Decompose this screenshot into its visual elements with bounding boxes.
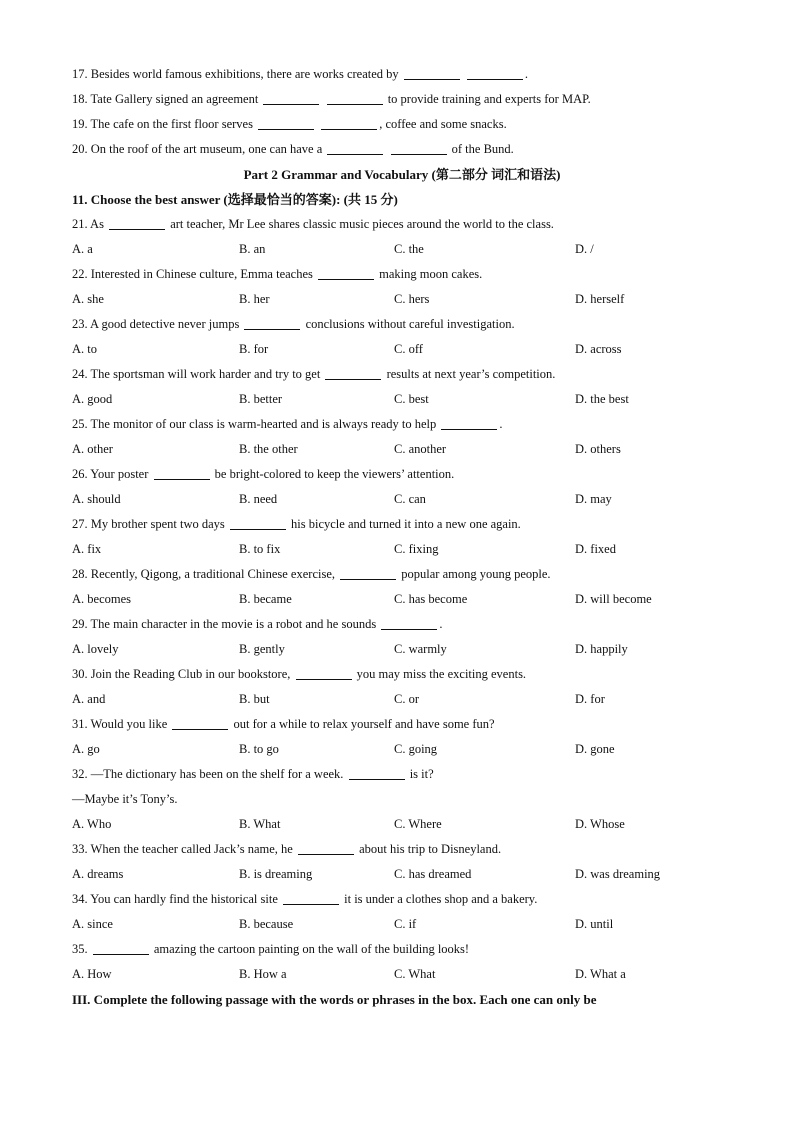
question-text: 24. The sportsman will work harder and try to get: [72, 367, 321, 381]
answer-blank[interactable]: [154, 465, 210, 480]
dialogue-reply: —Maybe it’s Tony’s.: [72, 792, 178, 806]
question-text-tail: .: [439, 617, 443, 631]
question-text: 27. My brother spent two days: [72, 517, 225, 531]
exam-page: [72, 62, 732, 1012]
option-b[interactable]: B. better: [239, 392, 283, 406]
answer-blank[interactable]: [349, 765, 405, 780]
option-b[interactable]: B. gently: [239, 642, 285, 656]
option-a[interactable]: A. to: [72, 342, 97, 356]
question-text: 22. Interested in Chinese culture, Emma teaches: [72, 267, 313, 281]
question-stem: [72, 662, 732, 687]
question-text-tail: it is under a clothes shop and a bakery.: [344, 892, 538, 906]
question-text: 29. The main character in the movie is a robot and he sounds: [72, 617, 377, 631]
option-b[interactable]: B. the other: [239, 442, 298, 456]
option-b[interactable]: B. to go: [239, 742, 279, 756]
question-text-tail: you may miss the exciting events.: [356, 667, 527, 681]
question-text-tail: conclusions without careful investigation.: [305, 317, 515, 331]
answer-blank[interactable]: [93, 940, 149, 955]
option-d[interactable]: D. gone: [575, 742, 615, 756]
option-c[interactable]: C. best: [394, 392, 429, 406]
question-text: 17. Besides world famous exhibitions, there are works created by: [72, 67, 399, 81]
answer-blank[interactable]: [296, 665, 352, 680]
part2-title: Part 2 Grammar and Vocabulary (第二部分 词汇和语法): [243, 167, 561, 182]
option-a[interactable]: A. How: [72, 967, 112, 981]
question-text: 18. Tate Gallery signed an agreement: [72, 92, 259, 106]
option-c[interactable]: C. has become: [394, 592, 468, 606]
answer-blank[interactable]: [340, 565, 396, 580]
option-d[interactable]: D. was dreaming: [575, 867, 661, 881]
question-stem: [72, 887, 732, 912]
option-c[interactable]: C. the: [394, 242, 424, 256]
question-text-tail: be bright-colored to keep the viewers’ attention.: [214, 467, 455, 481]
question-text: 33. When the teacher called Jack’s name, he: [72, 842, 293, 856]
options-row: [72, 437, 732, 462]
option-a[interactable]: A. lovely: [72, 642, 119, 656]
question-stem: [72, 612, 732, 637]
option-c[interactable]: C. warmly: [394, 642, 447, 656]
answer-blank[interactable]: [109, 215, 165, 230]
option-d[interactable]: D. until: [575, 917, 614, 931]
option-d[interactable]: D. the best: [575, 392, 629, 406]
answer-blank[interactable]: [404, 65, 460, 80]
option-b[interactable]: B. for: [239, 342, 269, 356]
option-d[interactable]: D. others: [575, 442, 621, 456]
question-stem: [72, 212, 732, 237]
option-c[interactable]: C. going: [394, 742, 438, 756]
question-text-tail: of the Bund.: [451, 142, 514, 156]
question-text: 32. —The dictionary has been on the shelf for a week.: [72, 767, 344, 781]
option-a[interactable]: A. since: [72, 917, 113, 931]
question-text: 35.: [72, 942, 88, 956]
question-stem: [72, 262, 732, 287]
answer-blank[interactable]: [327, 90, 383, 105]
answer-blank[interactable]: [391, 140, 447, 155]
option-c[interactable]: C. another: [394, 442, 447, 456]
question-stem: [72, 462, 732, 487]
option-c[interactable]: C. if: [394, 917, 417, 931]
question-text-tail: making moon cakes.: [379, 267, 483, 281]
question-text-tail: popular among young people.: [401, 567, 551, 581]
option-d[interactable]: D. may: [575, 492, 612, 506]
question-stem: [72, 937, 732, 962]
question-text-tail: results at next year’s competition.: [386, 367, 556, 381]
option-a[interactable]: A. Who: [72, 817, 112, 831]
option-b[interactable]: B. to fix: [239, 542, 281, 556]
options-row: [72, 587, 732, 612]
option-b[interactable]: B. because: [239, 917, 294, 931]
option-d[interactable]: D. fixed: [575, 542, 616, 556]
question-text-tail: .: [499, 417, 503, 431]
option-d[interactable]: D. will become: [575, 592, 652, 606]
question-text-tail: art teacher, Mr Lee shares classic music pieces around the world to the class.: [170, 217, 554, 231]
answer-blank[interactable]: [318, 265, 374, 280]
option-b[interactable]: B. What: [239, 817, 281, 831]
question-text: 21. As: [72, 217, 104, 231]
section3-title: III. Complete the following passage with the words or phrases in the box. Each one can only be: [72, 992, 597, 1007]
options-row: [72, 637, 732, 662]
answer-blank[interactable]: [325, 365, 381, 380]
answer-blank[interactable]: [321, 115, 377, 130]
option-d[interactable]: D. What a: [575, 967, 626, 981]
options-row: [72, 687, 732, 712]
option-a[interactable]: A. she: [72, 292, 104, 306]
option-b[interactable]: B. How a: [239, 967, 287, 981]
question-20: [72, 137, 732, 162]
question-17: [72, 62, 732, 87]
option-d[interactable]: D. happily: [575, 642, 628, 656]
question-text: 26. Your poster: [72, 467, 149, 481]
options-row: [72, 812, 732, 837]
option-a[interactable]: A. good: [72, 392, 113, 406]
question-text-tail: out for a while to relax yourself and have some fun?: [233, 717, 495, 731]
option-b[interactable]: B. her: [239, 292, 270, 306]
question-text-tail: , coffee and some snacks.: [379, 117, 507, 131]
question-text-tail: to provide training and experts for MAP.: [387, 92, 591, 106]
question-stem: [72, 362, 732, 387]
option-a[interactable]: A. a: [72, 242, 93, 256]
option-c[interactable]: C. has dreamed: [394, 867, 472, 881]
option-b[interactable]: B. an: [239, 242, 266, 256]
option-d[interactable]: D. for: [575, 692, 605, 706]
options-row: [72, 237, 732, 262]
options-row: [72, 862, 732, 887]
option-b[interactable]: B. became: [239, 592, 292, 606]
question-text: 34. You can hardly find the historical site: [72, 892, 278, 906]
option-c[interactable]: C. hers: [394, 292, 430, 306]
question-text-tail: .: [524, 67, 529, 81]
options-row: [72, 537, 732, 562]
option-b[interactable]: B. is dreaming: [239, 867, 313, 881]
question-text: 28. Recently, Qigong, a traditional Chinese exercise,: [72, 567, 336, 581]
option-d[interactable]: D. /: [575, 242, 594, 256]
option-c[interactable]: C. can: [394, 492, 426, 506]
option-a[interactable]: A. becomes: [72, 592, 132, 606]
answer-blank[interactable]: [263, 90, 319, 105]
option-a[interactable]: A. should: [72, 492, 121, 506]
option-a[interactable]: A. and: [72, 692, 106, 706]
question-stem: [72, 762, 732, 787]
question-text-tail: is it?: [409, 767, 434, 781]
options-row: [72, 962, 732, 987]
option-c[interactable]: C. fixing: [394, 542, 439, 556]
answer-blank[interactable]: [258, 115, 314, 130]
question-text: 19. The cafe on the first floor serves: [72, 117, 253, 131]
option-d[interactable]: D. across: [575, 342, 622, 356]
option-a[interactable]: A. dreams: [72, 867, 124, 881]
question-stem: [72, 312, 732, 337]
question-text: 25. The monitor of our class is warm-hearted and is always ready to help: [72, 417, 437, 431]
option-c[interactable]: C. Where: [394, 817, 442, 831]
question-text: 30. Join the Reading Club in our bookstore,: [72, 667, 291, 681]
answer-blank[interactable]: [172, 715, 228, 730]
option-a[interactable]: A. fix: [72, 542, 102, 556]
question-stem: [72, 712, 732, 737]
option-c[interactable]: C. or: [394, 692, 419, 706]
question-text-tail: amazing the cartoon painting on the wall of the building looks!: [153, 942, 470, 956]
question-text: 31. Would you like: [72, 717, 168, 731]
option-b[interactable]: B. need: [239, 492, 278, 506]
options-row: [72, 387, 732, 412]
question-stem: [72, 512, 732, 537]
option-d[interactable]: D. Whose: [575, 817, 625, 831]
answer-blank[interactable]: [381, 615, 437, 630]
options-row: [72, 287, 732, 312]
question-text-tail: his bicycle and turned it into a new one again.: [291, 517, 521, 531]
answer-blank[interactable]: [327, 140, 383, 155]
option-a[interactable]: A. go: [72, 742, 100, 756]
question-stem: [72, 412, 732, 437]
option-c[interactable]: C. off: [394, 342, 423, 356]
section2-title: 11. Choose the best answer (选择最恰当的答案): (共 15 分): [72, 192, 398, 207]
question-list: [72, 212, 732, 987]
question-stem: [72, 837, 732, 862]
options-row: [72, 487, 732, 512]
question-stem: [72, 562, 732, 587]
options-row: [72, 337, 732, 362]
option-c[interactable]: C. What: [394, 967, 436, 981]
option-b[interactable]: B. but: [239, 692, 270, 706]
answer-blank[interactable]: [298, 840, 354, 855]
question-text: 20. On the roof of the art museum, one can have a: [72, 142, 323, 156]
answer-blank[interactable]: [230, 515, 286, 530]
answer-blank[interactable]: [283, 890, 339, 905]
answer-blank[interactable]: [244, 315, 300, 330]
option-a[interactable]: A. other: [72, 442, 113, 456]
question-19: [72, 112, 732, 137]
options-row: [72, 912, 732, 937]
question-text-tail: about his trip to Disneyland.: [359, 842, 502, 856]
answer-blank[interactable]: [467, 65, 523, 80]
answer-blank[interactable]: [441, 415, 497, 430]
question-18: [72, 87, 732, 112]
options-row: [72, 737, 732, 762]
question-text: 23. A good detective never jumps: [72, 317, 240, 331]
option-d[interactable]: D. herself: [575, 292, 625, 306]
